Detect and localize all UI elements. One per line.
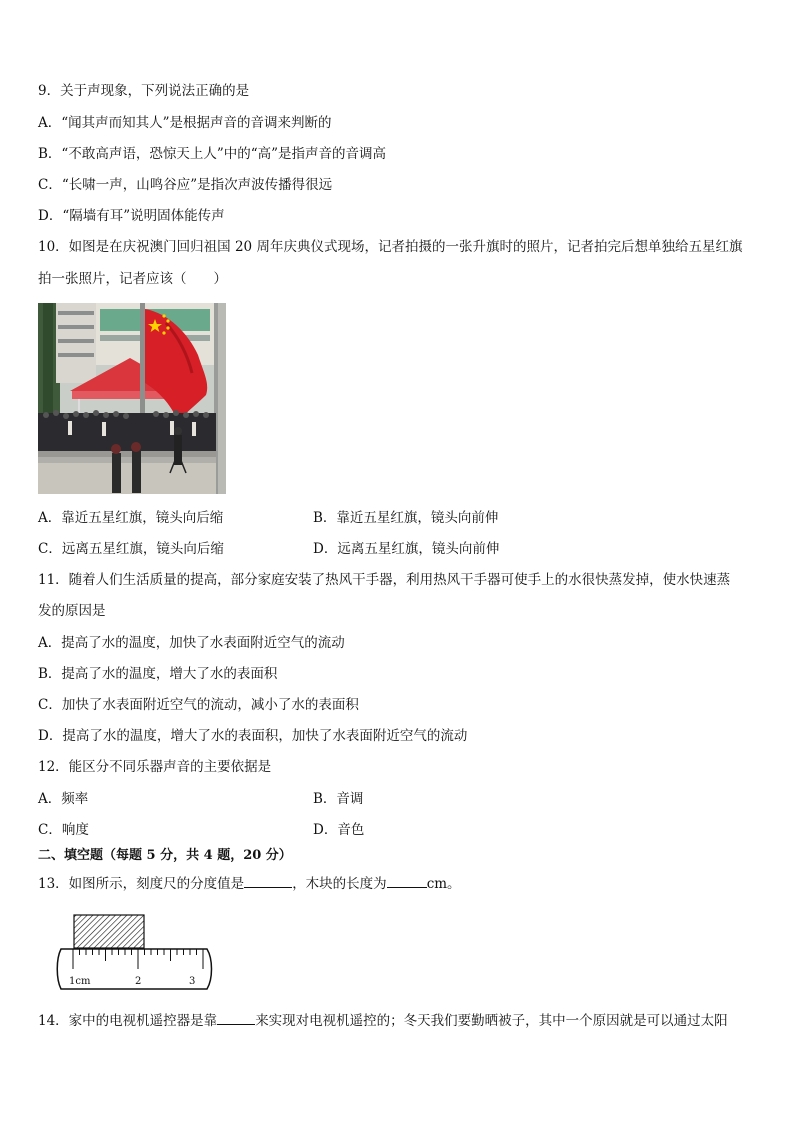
q14-text-a: 14．家中的电视机遥控器是靠 <box>38 1013 218 1029</box>
ruler-figure <box>55 913 215 991</box>
q10-option-b: B．靠近五星红旗，镜头向前伸 <box>313 510 499 526</box>
q14-text-b: 来实现对电视机遥控的；冬天我们要勤晒被子，其中一个原因就是可以通过太阳 <box>255 1013 728 1029</box>
ruler-label-2: 2 <box>135 976 142 987</box>
q14-blank-1[interactable] <box>217 1010 255 1025</box>
q10-option-c: C．远离五星红旗，镜头向后缩 <box>38 541 224 557</box>
q13-stem <box>38 873 461 893</box>
q12-option-b: B．音调 <box>313 791 364 807</box>
q9-option-a: A．“闻其声而知其人”是根据声音的音调来判断的 <box>38 115 332 131</box>
q11-option-b: B．提高了水的温度，增大了水的表面积 <box>38 666 278 682</box>
q9-stem: 9．关于声现象，下列说法正确的是 <box>38 83 250 99</box>
q13-text-b: ，木块的长度为 <box>292 876 387 892</box>
q13-blank-2[interactable] <box>387 873 427 888</box>
q13-blank-1[interactable] <box>244 873 292 888</box>
q10-option-d: D．远离五星红旗，镜头向前伸 <box>313 541 500 557</box>
ruler-label-1cm: 1cm <box>69 976 91 987</box>
q13-text-a: 13．如图所示，刻度尺的分度值是 <box>38 876 245 892</box>
q10-option-a: A．靠近五星红旗，镜头向后缩 <box>38 510 224 526</box>
q11-stem-line2: 发的原因是 <box>38 603 106 619</box>
q10-stem-line2: 拍一张照片，记者应该（ ） <box>38 271 227 287</box>
flag-raising-photo <box>38 303 226 494</box>
q11-stem-line1: 11．随着人们生活质量的提高，部分家庭安装了热风干手器，利用热风干手器可使手上的水很快蒸发掉，使水快速蒸 <box>38 572 731 588</box>
wooden-block <box>74 915 144 948</box>
ruler-label-3: 3 <box>189 976 196 987</box>
q14-stem <box>38 1010 728 1030</box>
q11-option-d: D．提高了水的温度，增大了水的表面积，加快了水表面附近空气的流动 <box>38 728 468 744</box>
q12-option-d: D．音色 <box>313 822 365 838</box>
q10-stem-line1: 10．如图是在庆祝澳门回归祖国 20 周年庆典仪式现场，记者拍摄的一张升旗时的照片，记者拍完后想单独给五星红旗 <box>38 239 743 255</box>
q9-option-b: B．“不敢高声语，恐惊天上人”中的“高”是指声音的音调高 <box>38 146 387 162</box>
q12-option-c: C．响度 <box>38 822 89 838</box>
q12-option-a: A．频率 <box>38 791 89 807</box>
section-fill-in-title: 二、填空题（每题 5 分，共 4 题，20 分） <box>38 848 292 863</box>
q13-text-c: cm。 <box>426 876 461 892</box>
q11-option-a: A．提高了水的温度，加快了水表面附近空气的流动 <box>38 635 345 651</box>
q11-option-c: C．加快了水表面附近空气的流动，减小了水的表面积 <box>38 697 359 713</box>
q12-stem: 12．能区分不同乐器声音的主要依据是 <box>38 759 272 775</box>
q9-option-d: D．“隔墙有耳”说明固体能传声 <box>38 208 225 224</box>
q9-option-c: C．“长啸一声，山鸣谷应”是指次声波传播得很远 <box>38 177 333 193</box>
